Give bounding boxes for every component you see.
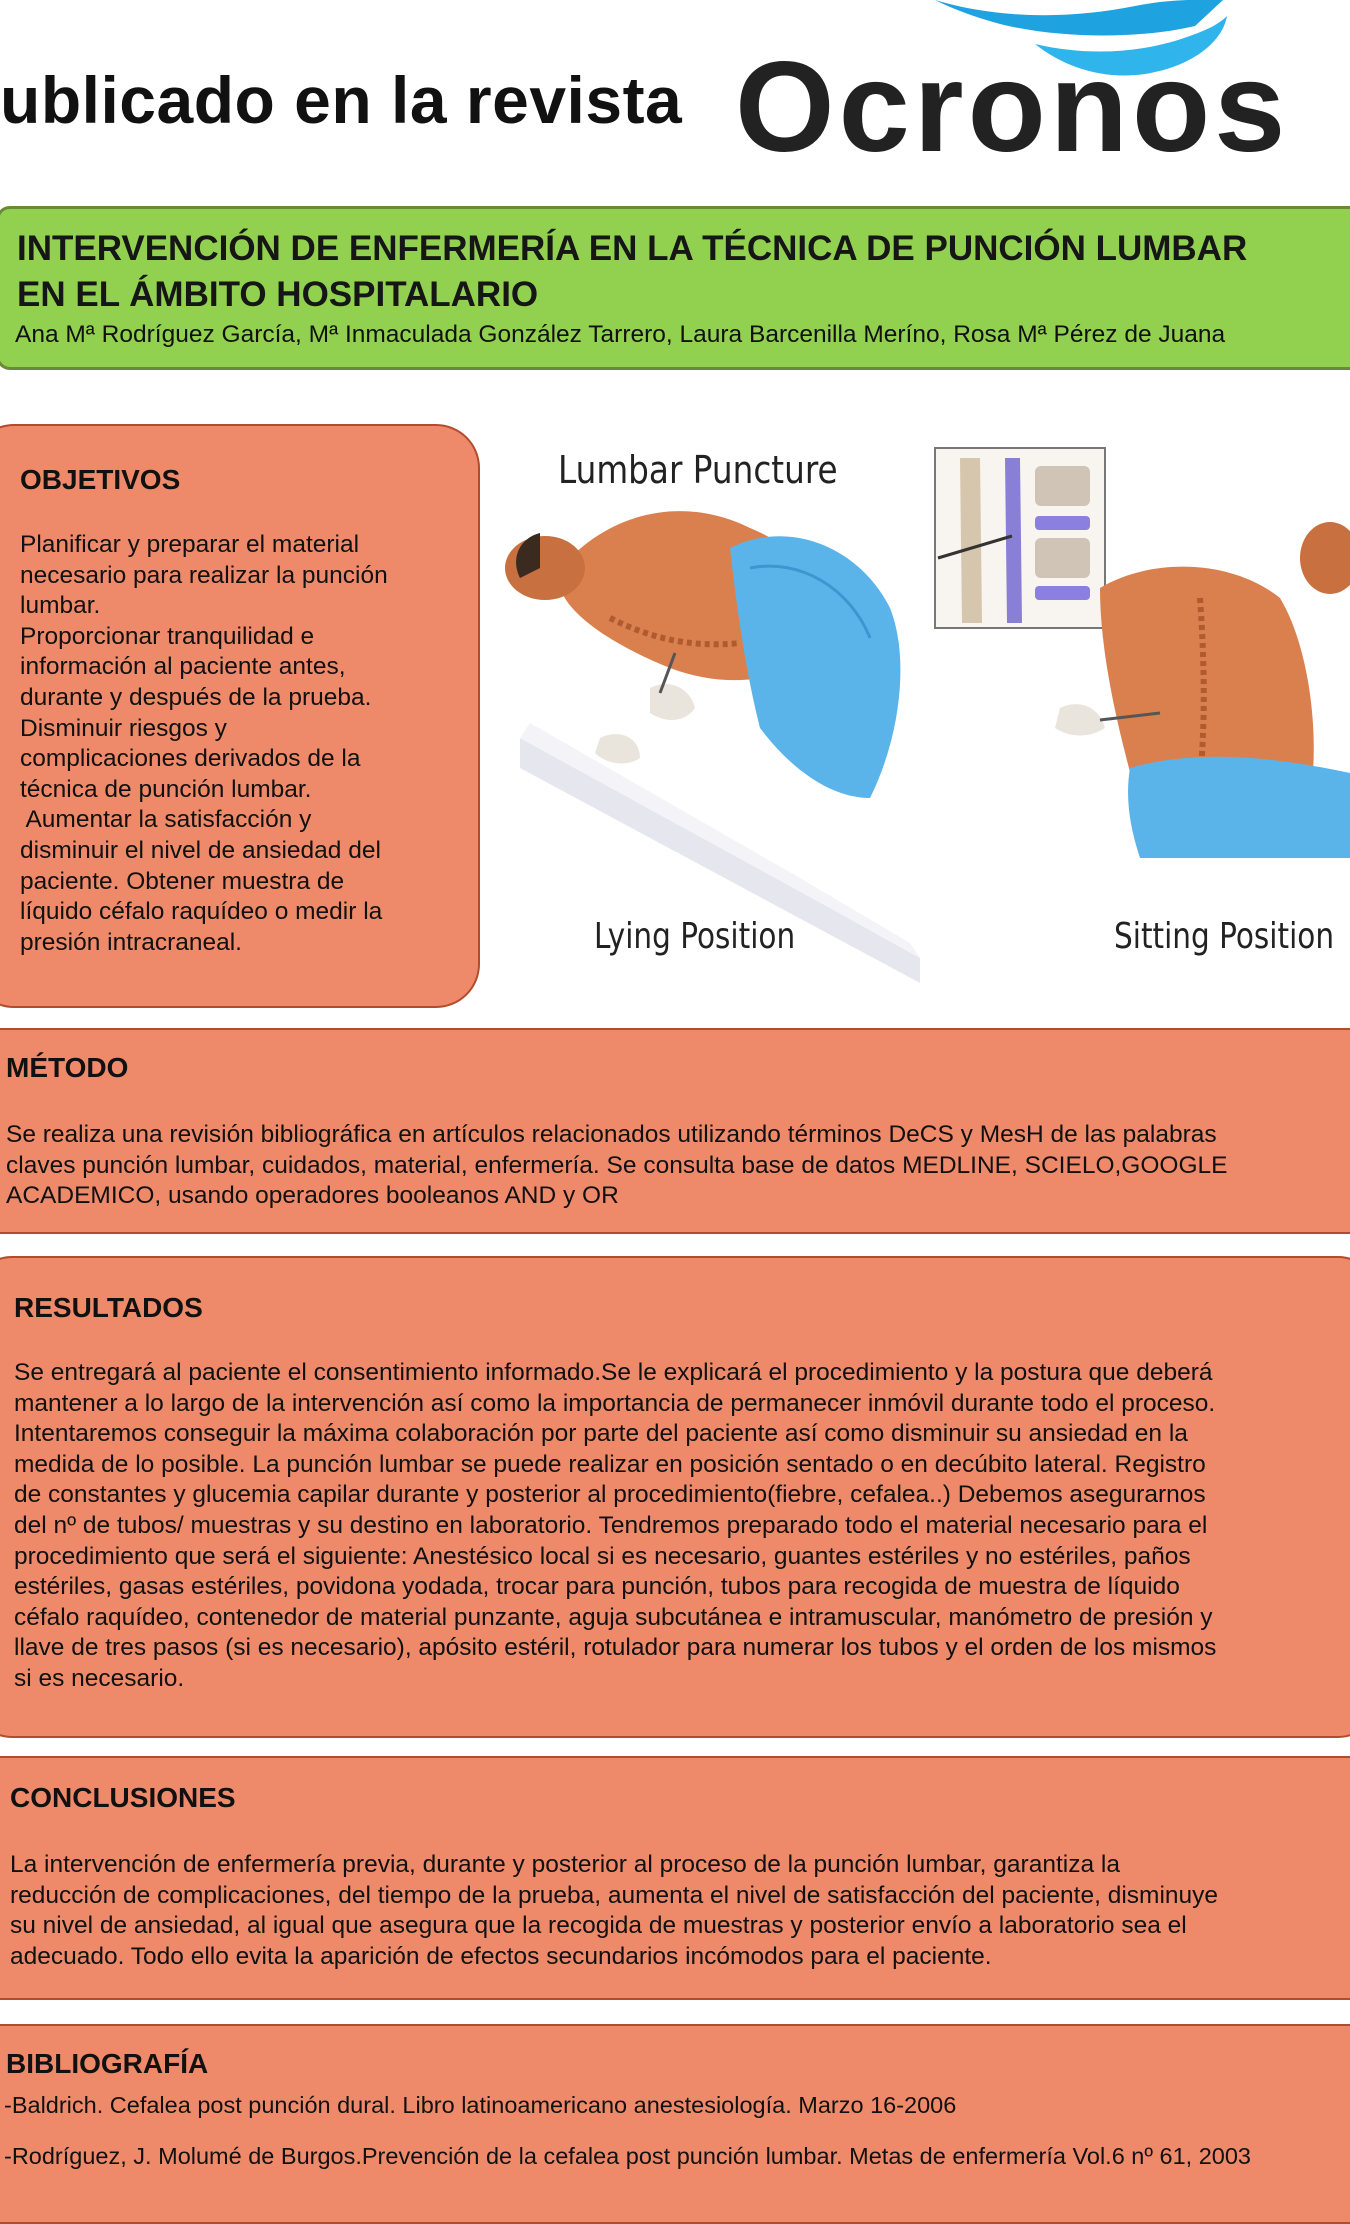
- objetivos-line: Proporcionar tranquilidad e: [20, 622, 315, 650]
- bibliografia-box: [0, 2024, 1350, 2224]
- lumbar-puncture-illustration: [500, 438, 1350, 998]
- resultados-box: [0, 1256, 1350, 1738]
- reference-item: -Baldrich. Cefalea post punción dural. Libro latinoamericano anestesiología. Marzo 16-2006: [4, 2092, 957, 2118]
- objetivos-line: presión intracraneal.: [20, 928, 242, 956]
- bibliografia-heading: BIBLIOGRAFÍA: [6, 2048, 209, 2079]
- resultados-body: [14, 1358, 1216, 1695]
- objetivos-line: información al paciente antes,: [20, 653, 346, 681]
- objetivos-box: [0, 424, 480, 1008]
- resultados-line: Se entregará al paciente el consentimiento informado.Se le explicará el procedimiento y la postura que deberá: [14, 1359, 1213, 1386]
- conclusiones-line: adecuado. Todo ello evita la aparición de efectos secundarios incómodos para el paciente.: [10, 1942, 992, 1970]
- title-bar: [0, 206, 1350, 370]
- objetivos-line: lumbar.: [20, 592, 101, 620]
- conclusiones-box: [0, 1756, 1350, 2000]
- objetivos-line: líquido céfalo raquídeo o medir la: [20, 898, 383, 926]
- resultados-line: del nº de tubos/ muestras y su destino en laboratorio. Tendremos preparado todo el material necesario para el: [14, 1511, 1208, 1539]
- lying-position-label: Lying Position: [594, 916, 796, 957]
- metodo-line: ACADEMICO, usando operadores booleanos AND y OR: [6, 1182, 619, 1210]
- objetivos-line: durante y después de la prueba.: [20, 683, 372, 711]
- lumbar-puncture-drawing: [500, 438, 1350, 998]
- resultados-heading: RESULTADOS: [14, 1292, 203, 1323]
- objetivos-line: disminuir el nivel de ansiedad del: [20, 836, 381, 864]
- resultados-line: mantener a lo largo de la intervención así como la importancia de permanecer inmóvil durante todo el proceso.: [14, 1389, 1216, 1417]
- metodo-box: [0, 1028, 1350, 1234]
- reference-item: -Rodríguez, J. Molumé de Burgos.Prevención de la cefalea post punción lumbar. Metas de enfermería Vol.6 nº 61, 2003: [4, 2142, 1251, 2169]
- sitting-position-label: Sitting Position: [1114, 916, 1335, 957]
- metodo-line: Se realiza una revisión bibliográfica en artículos relacionados utilizando términos DeCS y MesH de las palabras: [6, 1121, 1217, 1148]
- conclusiones-line: reducción de complicaciones, del tiempo de la prueba, aumenta el nivel de satisfacción del paciente, disminuye: [10, 1881, 1219, 1909]
- authors: Ana Mª Rodríguez García, Mª Inmaculada González Tarrero, Laura Barcenilla Meríno, Rosa Mª Pérez de Juana: [15, 321, 1226, 348]
- objetivos-heading: OBJETIVOS: [20, 464, 181, 495]
- objetivos-line: Disminuir riesgos y: [20, 714, 227, 742]
- metodo-body: [6, 1120, 1228, 1212]
- resultados-line: llave de tres pasos (si es necesario), apósito estéril, rotulador para numerar los tubos y el orden de los mismos: [14, 1634, 1217, 1662]
- metodo-heading: MÉTODO: [6, 1052, 129, 1083]
- resultados-line: estériles, gasas estériles, povidona yodada, trocar para punción, tubos para recogida de muestra de líquido: [14, 1573, 1180, 1601]
- objetivos-line: complicaciones derivados de la: [20, 745, 361, 773]
- resultados-line: Intentaremos conseguir la máxima colaboración por parte del paciente así como disminuir su ansiedad en la: [14, 1420, 1188, 1448]
- poster-title-line-1: INTERVENCIÓN DE ENFERMERÍA EN LA TÉCNICA DE PUNCIÓN LUMBAR: [17, 229, 1248, 268]
- resultados-line: si es necesario.: [14, 1664, 185, 1692]
- ocronos-logo: [735, 0, 1350, 179]
- objetivos-line: paciente. Obtener muestra de: [20, 867, 345, 895]
- bibliografia-body: [4, 2090, 1251, 2171]
- objetivos-line: Aumentar la satisfacción y: [20, 806, 312, 834]
- resultados-line: céfalo raquídeo, contenedor de material punzante, aguja subcutánea e intramuscular, manómetro de presión y: [14, 1603, 1213, 1631]
- conclusiones-line: La intervención de enfermería previa, durante y posterior al proceso de la punción lumbar, garantiza la: [10, 1851, 1120, 1878]
- conclusiones-line: su nivel de ansiedad, al igual que asegura que la recogida de muestras y posterior envío a laboratorio sea el: [10, 1912, 1187, 1940]
- figure-title: Lumbar Puncture: [558, 448, 838, 492]
- objetivos-line: técnica de punción lumbar.: [20, 775, 312, 803]
- resultados-line: de constantes y glucemia capilar durante y posterior al procedimiento(fiebre, cefalea..) Debemos asegurarnos: [14, 1481, 1206, 1509]
- objetivos-line: Planificar y preparar el material: [20, 531, 360, 558]
- poster-title-line-2: EN EL ÁMBITO HOSPITALARIO: [17, 275, 539, 314]
- objetivos-body: [20, 530, 388, 958]
- resultados-line: procedimiento que será el siguiente: Anestésico local si es necesario, guantes estériles y no estériles, paños: [14, 1542, 1191, 1570]
- conclusiones-heading: CONCLUSIONES: [10, 1782, 236, 1813]
- journal-header-text: ublicado en la revista: [0, 63, 683, 137]
- metodo-line: claves punción lumbar, cuidados, material, enfermería. Se consulta base de datos MEDLINE, SCIELO,GOOGLE: [6, 1151, 1228, 1179]
- objetivos-line: necesario para realizar la punción: [20, 561, 388, 589]
- resultados-line: medida de lo posible. La punción lumbar se puede realizar en posición sentado o en decúbito lateral. Registro: [14, 1450, 1206, 1478]
- logo-wordmark: Ocronos: [735, 36, 1290, 179]
- conclusiones-body: [10, 1850, 1218, 1972]
